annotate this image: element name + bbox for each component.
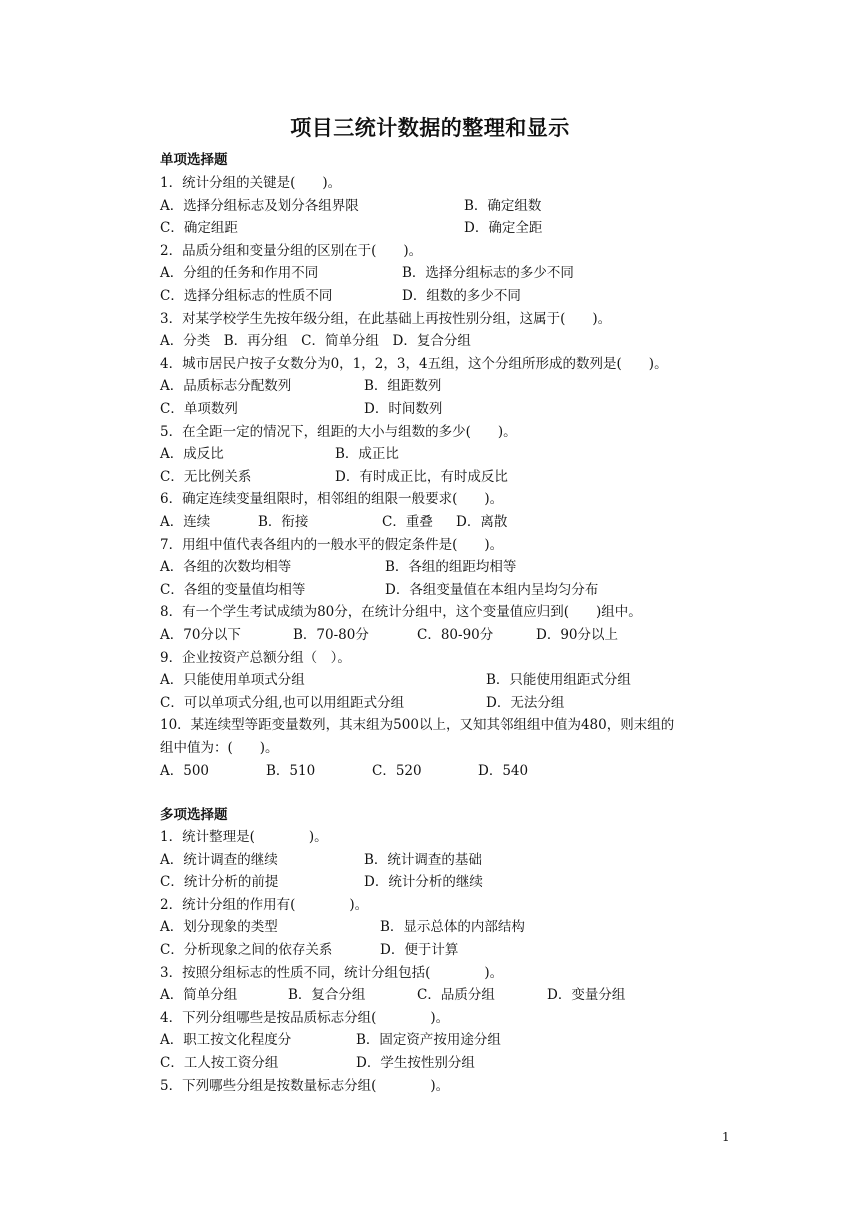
- question-text: 3．对某学校学生先按年级分组，在此基础上再按性别分组，这属于( )。: [160, 310, 612, 327]
- single-choice-line: [160, 558, 740, 576]
- single-choice-line: [160, 513, 740, 531]
- option-text: A．统计调查的继续: [160, 851, 278, 868]
- single-choice-line: [160, 581, 740, 599]
- single-choice-line: [160, 694, 740, 712]
- question-text: 1．统计整理是( )。: [160, 829, 328, 845]
- option-text: A．简单分组: [160, 987, 238, 1004]
- option-text: D．无法分组: [486, 694, 565, 711]
- single-choice-line: [160, 671, 740, 689]
- option-text: D．便于计算: [380, 942, 459, 958]
- option-text: C．确定组距: [160, 220, 238, 237]
- option-text: D．组数的多少不同: [402, 288, 521, 304]
- option-text: D．变量分组: [547, 987, 626, 1004]
- single-choice-line: [160, 603, 740, 621]
- single-choice-line: [160, 762, 740, 780]
- multiple-choice-line: [160, 986, 740, 1004]
- single-choice-line: [160, 400, 740, 418]
- option-text: A．70分以下: [160, 627, 241, 643]
- question-text: 5．下列哪些分组是按数量标志分组( )。: [160, 1077, 450, 1094]
- single-choice-line: [160, 716, 740, 734]
- option-text: D．学生按性别分组: [356, 1055, 475, 1071]
- option-text: A．只能使用单项式分组: [160, 672, 305, 689]
- multiple-choice-line: [160, 1077, 740, 1095]
- option-text: B．固定资产按用途分组: [356, 1032, 501, 1049]
- option-text: A．划分现象的类型: [160, 919, 278, 936]
- option-text: B．衔接: [258, 514, 309, 530]
- document-title: 项目三统计数据的整理和显示: [290, 116, 570, 140]
- option-text: D．各组变量值在本组内呈均匀分布: [385, 581, 599, 598]
- single-choice-line: [160, 536, 740, 554]
- option-text: B．70-80分: [293, 627, 369, 643]
- option-text: B．统计调查的基础: [364, 851, 482, 868]
- single-choice-line: [160, 468, 740, 486]
- multiple-choice-line: [160, 828, 740, 846]
- option-text: B．只能使用组距式分组: [486, 672, 631, 689]
- option-text: C．无比例关系: [160, 468, 252, 485]
- single-choice-line: [160, 174, 740, 192]
- question-text: 2．品质分组和变量分组的区别在于( )。: [160, 242, 423, 259]
- single-choice-line: [160, 219, 740, 237]
- multiple-choice-line: [160, 1031, 740, 1049]
- question-text: 组中值为：( )。: [160, 740, 279, 756]
- multiple-choice-heading: 多项选择题: [160, 807, 228, 823]
- multiple-choice-line: [160, 918, 740, 936]
- multiple-choice-line: [160, 896, 740, 914]
- option-text: C．选择分组标志的性质不同: [160, 288, 333, 304]
- single-choice-line: [160, 355, 740, 373]
- question-text: A．分类 B．再分组 C．简单分组 D．复合分组: [160, 333, 471, 350]
- option-text: D．90分以上: [536, 627, 619, 643]
- question-text: 7．用组中值代表各组内的一般水平的假定条件是( )。: [160, 536, 504, 553]
- question-text: 6．确定连续变量组限时，相邻组的组限一般要求( )。: [160, 491, 504, 508]
- question-text: 4．城市居民户按子女数分为0，1，2，3，4五组，这个分组所形成的数列是( )。: [160, 355, 668, 372]
- single-choice-line: [160, 332, 740, 350]
- option-text: A．500: [160, 762, 210, 779]
- multiple-choice-line: [160, 941, 740, 959]
- single-choice-line: [160, 310, 740, 328]
- option-text: C．分析现象之间的依存关系: [160, 942, 333, 958]
- question-text: 4．下列分组哪些是按品质标志分组( )。: [160, 1009, 450, 1026]
- option-text: D．时间数列: [364, 401, 443, 417]
- option-text: B．成正比: [335, 446, 399, 463]
- single-choice-line: [160, 287, 740, 305]
- option-text: C．重叠: [382, 514, 433, 530]
- option-text: B．选择分组标志的多少不同: [402, 265, 574, 282]
- single-choice-line: [160, 739, 740, 757]
- option-text: C．520: [372, 762, 422, 779]
- single-choice-line: [160, 626, 740, 644]
- question-text: 1．统计分组的关键是( )。: [160, 175, 342, 191]
- option-text: D．有时成正比，有时成反比: [335, 468, 508, 485]
- option-text: B．复合分组: [288, 987, 366, 1004]
- option-text: B．各组的组距均相等: [385, 559, 517, 576]
- option-text: A．成反比: [160, 446, 224, 463]
- option-text: D．540: [478, 762, 529, 779]
- single-choice-line: [160, 423, 740, 441]
- page-number: 1: [722, 1130, 730, 1144]
- single-choice-line: [160, 490, 740, 508]
- multiple-choice-line: [160, 1054, 740, 1072]
- option-text: A．连续: [160, 514, 211, 530]
- single-choice-line: [160, 649, 740, 667]
- single-choice-heading: 单项选择题: [160, 152, 228, 168]
- option-text: C．品质分组: [417, 987, 495, 1004]
- multiple-choice-line: [160, 851, 740, 869]
- option-text: A．各组的次数均相等: [160, 559, 292, 576]
- option-text: D．离散: [456, 514, 508, 530]
- option-text: C．统计分析的前提: [160, 874, 279, 891]
- question-text: 10．某连续型等距变量数列，其末组为500以上，又知其邻组组中值为480，则末组的: [160, 717, 675, 734]
- option-text: A．品质标志分配数列: [160, 378, 292, 395]
- option-text: B．510: [266, 762, 316, 779]
- question-text: 9．企业按资产总额分组（ ）。: [160, 649, 351, 666]
- option-text: D．确定全距: [464, 220, 543, 237]
- option-text: B．组距数列: [364, 378, 442, 395]
- option-text: C．各组的变量值均相等: [160, 581, 306, 598]
- question-text: 3．按照分组标志的性质不同，统计分组包括( )。: [160, 964, 504, 981]
- multiple-choice-line: [160, 1009, 740, 1027]
- question-text: 2．统计分组的作用有( )。: [160, 896, 369, 913]
- question-text: 8．有一个学生考试成绩为80分，在统计分组中，这个变量值应归到( )组中。: [160, 604, 642, 621]
- single-choice-line: [160, 445, 740, 463]
- question-text: 5．在全距一定的情况下，组距的大小与组数的多少( )。: [160, 423, 517, 440]
- option-text: C．可以单项式分组,也可以用组距式分组: [160, 694, 405, 711]
- option-text: B．确定组数: [464, 197, 542, 214]
- option-text: A．选择分组标志及划分各组界限: [160, 197, 359, 214]
- multiple-choice-line: [160, 964, 740, 982]
- option-text: A．分组的任务和作用不同: [160, 265, 319, 282]
- single-choice-line: [160, 242, 740, 260]
- multiple-choice-line: [160, 873, 740, 891]
- option-text: D．统计分析的继续: [364, 874, 483, 891]
- single-choice-line: [160, 264, 740, 282]
- option-text: A．职工按文化程度分: [160, 1032, 292, 1049]
- option-text: B．显示总体的内部结构: [380, 919, 525, 936]
- single-choice-line: [160, 377, 740, 395]
- option-text: C．工人按工资分组: [160, 1055, 279, 1071]
- single-choice-line: [160, 197, 740, 215]
- option-text: C．80-90分: [417, 627, 494, 643]
- option-text: C．单项数列: [160, 401, 238, 417]
